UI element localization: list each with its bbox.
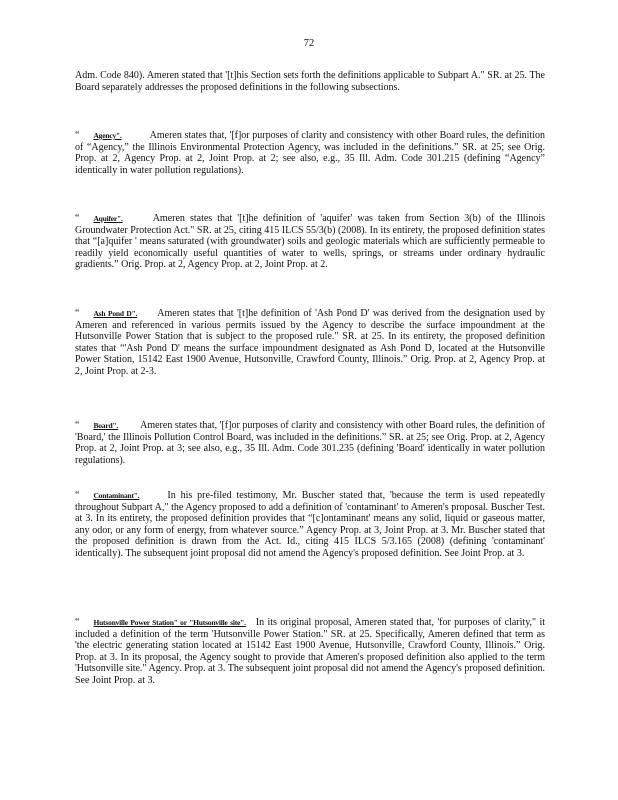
open-quote: “ xyxy=(75,617,80,628)
paragraph-agency xyxy=(75,130,545,176)
paragraph-text: Ameren states that '[t]he definition of 'aquifer' was taken from Section 3(b) of the Illinois Groundwater Protection Act." SR. at 25, citing 415 ILCS 55/3(b) (2008). In its entirety, the proposed definition states that “[a]quifer ' means saturated (with groundwater) soils and geologic materials which are sufficiently permeable to readily yield economically useful quantities of water to wells, springs, or streams under ordinary hydraulic gradients.” Orig. Prop. at 2, Agency Prop. at 2, Joint Prop. at 2. xyxy=(75,213,545,270)
defined-term: Contaminant". xyxy=(93,491,140,500)
defined-term: Aquifer". xyxy=(93,214,123,223)
paragraph-board xyxy=(75,420,545,466)
open-quote: “ xyxy=(75,308,80,319)
paragraph-text: In his pre-filed testimony, Mr. Buscher stated that, 'because the term is used repeatedly throughout Subpart A," the Agency proposed to add a definition of 'contaminant' to Ameren's proposal. Buscher Test. at 3. In its entirety, the proposed definition provides that “[c]ontaminant' means any solid, liquid or gaseous matter, any odor, or any form of energy, from whatever source.” Agency Prop. at 3, Joint Prop. at 3. Mr. Buscher stated that the proposed definition is drawn from the Act. Id., citing 415 ILCS 5/3.165 (2008) (defining 'contaminant' identically). The subsequent joint proposal did not amend the Agency's proposed definition. See Joint Prop. at 3. xyxy=(75,490,545,559)
defined-term: Agency". xyxy=(93,131,122,140)
open-quote: “ xyxy=(75,213,80,224)
paragraph-intro xyxy=(75,70,545,93)
defined-term: Ash Pond D". xyxy=(93,309,138,318)
defined-term: Board". xyxy=(93,421,119,430)
open-quote: “ xyxy=(75,420,80,431)
page-number: 72 xyxy=(303,38,315,49)
paragraph-text: Ameren states that, '[f]or purposes of clarity and consistency with other Board rules, the definition of 'Board,' the Illinois Pollution Control Board, was included in the definitions.” SR. at 25; see Orig. Prop. at 2, Agency Prop. at 2, Joint Prop. at 3; see also, e.g., 35 Ill. Adm. Code 301.235 (defining 'Board' identically in water pollution regulations). xyxy=(75,420,545,466)
paragraph-hutsonville xyxy=(75,617,545,686)
open-quote: “ xyxy=(75,490,80,501)
paragraph-text: Adm. Code 840). Ameren stated that '[t]his Section sets forth the definitions applicable to Subpart A." SR. at 25. The Board separately addresses the proposed definitions in the following subsections. xyxy=(75,70,545,93)
paragraph-text: Ameren states that, '[f]or purposes of clarity and consistency with other Board rules, the definition of “Agency,” the Illinois Environmental Protection Agency, was included in the definitions.” SR. at 25; see Orig. Prop. at 2, Agency Prop. at 2, Joint Prop. at 2; see also, e.g., 35 Ill. Adm. Code 301.215 (defining “Agency” identically in water pollution regulations). xyxy=(75,130,545,176)
defined-term: Hutsonville Power Station" or "Hutsonville site". xyxy=(93,618,246,627)
paragraph-contaminant xyxy=(75,490,545,559)
paragraph-aquifer xyxy=(75,213,545,271)
paragraph-text: In its original proposal, Ameren stated that, 'for purposes of clarity," it included a definition of the term 'Hutsonville Power Station." SR. at 25. Specifically, Ameren defined that term as 'the electric generating station located at 15142 East 1900 Avenue, Hutsonville, Crawford County, Illinois.” Orig. Prop. at 3. In its proposal, the Agency sought to provide that Ameren's proposed definition also applied to the term 'Hutsonville site." Agency. Prop. at 3. The subsequent joint proposal did not amend the Agency's proposed definition. See Joint Prop. at 3. xyxy=(75,617,546,686)
paragraph-text: Ameren states that '[t]he definition of 'Ash Pond D' was derived from the designation used by Ameren and referenced in various permits issued by the Agency to describe the surface impoundment at the Hutsonville Power Station that is subject to the proposed rule." SR. at 25. In its entirety, the proposed definition states that “'Ash Pond D' means the surface impoundment designated as Ash Pond D, located at the Hutsonville Power Station, 15142 East 1900 Avenue, Hutsonville, Crawford County, Illinois.” Orig. Prop. at 2, Agency Prop. at 2, Joint Prop. at 2-3. xyxy=(75,308,545,377)
open-quote: “ xyxy=(75,130,80,141)
paragraph-ash-pond-d xyxy=(75,308,545,377)
